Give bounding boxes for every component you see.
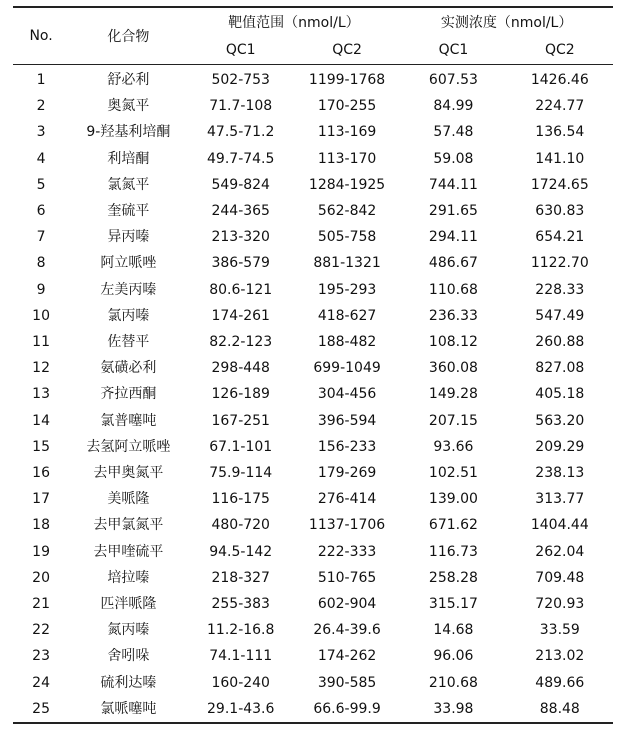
cell-measured-qc1: 294.11 <box>428 229 478 246</box>
cell-target-qc1: 71.7-108 <box>209 98 273 115</box>
cell-compound: 氨磺必利 <box>100 360 157 377</box>
cell-measured-qc1: 84.99 <box>433 98 474 115</box>
cell-measured-qc2: 213.02 <box>535 648 585 665</box>
cell-target-qc2: 602-904 <box>317 596 377 613</box>
header-measured-qc1: QC1 <box>400 36 506 65</box>
cell-measured-qc1: 315.17 <box>428 596 478 613</box>
header-target-qc2: QC2 <box>294 36 400 65</box>
cell-target-qc1: 386-579 <box>211 255 270 272</box>
cell-target-qc1: 218-327 <box>211 569 270 586</box>
cell-target-qc1: 167-251 <box>211 412 270 429</box>
cell-no: 22 <box>32 622 50 639</box>
cell-target-qc2: 179-269 <box>317 465 377 482</box>
cell-measured-qc2: 405.18 <box>535 386 585 403</box>
cell-measured-qc2: 209.29 <box>535 438 585 455</box>
cell-measured-qc1: 139.00 <box>428 491 478 508</box>
cell-measured-qc1: 110.68 <box>428 281 478 298</box>
cell-target-qc2: 113-170 <box>317 150 377 167</box>
cell-no: 15 <box>32 438 50 455</box>
table-row <box>13 277 613 303</box>
cell-measured-qc2: 260.88 <box>535 334 585 351</box>
cell-compound: 美哌隆 <box>107 491 150 508</box>
cell-measured-qc2: 720.93 <box>535 596 585 613</box>
table-row <box>13 617 613 643</box>
cell-target-qc2: 562-842 <box>317 203 377 220</box>
cell-target-qc2: 170-255 <box>317 98 377 115</box>
header-measured-qc2: QC2 <box>507 36 613 65</box>
cell-compound: 齐拉西酮 <box>100 386 157 403</box>
cell-compound: 氮丙嗪 <box>107 622 150 639</box>
cell-measured-qc1: 486.67 <box>428 255 478 272</box>
cell-measured-qc2: 141.10 <box>535 150 585 167</box>
cell-measured-qc2: 1426.46 <box>530 72 589 88</box>
table-row <box>13 93 613 119</box>
cell-compound: 氯哌噻吨 <box>69 696 187 723</box>
table-row <box>13 381 613 407</box>
cell-measured-qc2: 136.54 <box>535 124 585 141</box>
cell-measured-qc1: 360.08 <box>428 360 478 377</box>
cell-no: 17 <box>32 491 50 508</box>
cell-measured-qc2: 709.48 <box>535 569 585 586</box>
cell-compound: 奥氮平 <box>107 98 150 115</box>
cell-target-qc2: 188-482 <box>317 334 377 351</box>
cell-no: 21 <box>32 596 50 613</box>
table-row <box>13 329 613 355</box>
cell-target-qc2: 1137-1706 <box>308 517 386 534</box>
cell-no: 10 <box>32 307 50 324</box>
cell-measured-qc2: 654.21 <box>535 229 585 246</box>
cell-no: 13 <box>32 386 50 403</box>
cell-target-qc2: 1284-1925 <box>308 176 386 193</box>
header-compound: 化合物 <box>69 7 187 65</box>
cell-measured-qc1: 291.65 <box>428 203 478 220</box>
cell-measured-qc2: 827.08 <box>535 360 585 377</box>
cell-no: 12 <box>32 360 50 377</box>
cell-target-qc2: 304-456 <box>317 386 377 403</box>
cell-measured-qc2: 1724.65 <box>530 176 589 193</box>
table-row <box>13 355 613 381</box>
cell-target-qc2: 1199-1768 <box>308 72 386 88</box>
cell-measured-qc1: 210.68 <box>428 674 478 691</box>
cell-no: 11 <box>32 334 50 351</box>
cell-compound: 氯普噻吨 <box>100 412 157 429</box>
cell-target-qc1: 298-448 <box>211 360 270 377</box>
cell-target-qc1: 480-720 <box>211 517 270 534</box>
cell-no: 9 <box>36 281 46 298</box>
cell-target-qc1: 213-320 <box>211 229 270 246</box>
cell-target-qc2: 699-1049 <box>313 360 381 377</box>
cell-target-qc2: 113-169 <box>317 124 377 141</box>
cell-compound: 去甲喹硫平 <box>93 543 164 560</box>
cell-no: 14 <box>32 412 50 429</box>
header-measured-concentration: 实测浓度（nmol/L） <box>400 7 613 36</box>
cell-target-qc1: 174-261 <box>211 307 270 324</box>
cell-target-qc1: 29.1-43.6 <box>188 696 294 723</box>
cell-target-qc1: 82.2-123 <box>209 334 273 351</box>
cell-no: 20 <box>32 569 50 586</box>
table-row <box>13 119 613 145</box>
header-no: No. <box>13 7 69 65</box>
cell-target-qc1: 80.6-121 <box>209 281 273 298</box>
cell-target-qc2: 276-414 <box>317 491 377 508</box>
cell-target-qc2: 26.4-39.6 <box>313 622 381 639</box>
cell-target-qc2: 222-333 <box>317 543 377 560</box>
cell-measured-qc1: 14.68 <box>433 622 474 639</box>
cell-target-qc2: 418-627 <box>317 307 377 324</box>
cell-no: 1 <box>36 72 46 88</box>
cell-target-qc1: 11.2-16.8 <box>207 622 275 639</box>
cell-measured-qc2: 88.48 <box>507 696 613 723</box>
cell-target-qc1: 255-383 <box>211 596 270 613</box>
cell-target-qc2: 66.6-99.9 <box>294 696 400 723</box>
cell-measured-qc2: 489.66 <box>535 674 585 691</box>
table-row <box>13 146 613 172</box>
table-row <box>13 643 613 669</box>
cell-compound: 去氢阿立哌唑 <box>86 438 171 455</box>
cell-target-qc2: 195-293 <box>317 281 377 298</box>
cell-target-qc1: 94.5-142 <box>209 543 273 560</box>
cell-measured-qc2: 1404.44 <box>530 517 589 534</box>
cell-compound: 舒必利 <box>107 72 150 88</box>
cell-measured-qc2: 313.77 <box>535 491 585 508</box>
cell-measured-qc1: 57.48 <box>433 124 474 141</box>
table-row <box>13 408 613 434</box>
table-row <box>13 172 613 198</box>
table-row <box>13 434 613 460</box>
cell-compound: 9-羟基利培酮 <box>86 124 171 141</box>
cell-compound: 硫利达嗪 <box>100 674 157 691</box>
table-row <box>13 696 613 723</box>
cell-measured-qc2: 228.33 <box>535 281 585 298</box>
cell-no: 8 <box>36 255 46 272</box>
cell-target-qc2: 510-765 <box>317 569 377 586</box>
cell-target-qc2: 156-233 <box>317 438 377 455</box>
cell-no: 3 <box>36 124 46 141</box>
cell-compound: 奎硫平 <box>107 203 150 220</box>
cell-no: 19 <box>32 543 50 560</box>
cell-measured-qc2: 33.59 <box>539 622 580 639</box>
cell-target-qc2: 505-758 <box>317 229 377 246</box>
cell-no: 24 <box>32 674 50 691</box>
cell-measured-qc2: 238.13 <box>535 465 585 482</box>
cell-measured-qc1: 607.53 <box>428 72 478 88</box>
cell-measured-qc1: 207.15 <box>428 412 478 429</box>
table-row <box>13 512 613 538</box>
cell-no: 18 <box>32 517 50 534</box>
cell-compound: 左美丙嗪 <box>100 281 157 298</box>
table-row <box>13 486 613 512</box>
cell-compound: 氯氮平 <box>107 176 150 193</box>
cell-measured-qc1: 59.08 <box>433 150 474 167</box>
cell-compound: 匹泮哌隆 <box>100 596 157 613</box>
cell-no: 2 <box>36 98 46 115</box>
cell-measured-qc1: 108.12 <box>428 334 478 351</box>
cell-measured-qc1: 102.51 <box>428 465 478 482</box>
cell-compound: 培拉嗪 <box>107 569 150 586</box>
cell-compound: 阿立哌唑 <box>100 255 157 272</box>
table-row <box>13 224 613 250</box>
cell-target-qc1: 74.1-111 <box>209 648 273 665</box>
cell-measured-qc1: 258.28 <box>428 569 478 586</box>
cell-measured-qc1: 149.28 <box>428 386 478 403</box>
cell-compound: 利培酮 <box>107 150 150 167</box>
cell-measured-qc1: 93.66 <box>433 438 474 455</box>
cell-target-qc2: 396-594 <box>317 412 377 429</box>
header-target-qc1: QC1 <box>188 36 294 65</box>
cell-target-qc1: 75.9-114 <box>209 465 273 482</box>
cell-measured-qc1: 236.33 <box>428 307 478 324</box>
table-row <box>13 460 613 486</box>
cell-no: 25 <box>13 696 69 723</box>
cell-target-qc1: 49.7-74.5 <box>207 150 275 167</box>
cell-target-qc2: 881-1321 <box>313 255 381 272</box>
table-row <box>13 539 613 565</box>
cell-target-qc2: 390-585 <box>317 674 377 691</box>
cell-measured-qc2: 563.20 <box>535 412 585 429</box>
cell-compound: 异丙嗪 <box>107 229 150 246</box>
table-body <box>13 65 613 724</box>
cell-target-qc1: 47.5-71.2 <box>207 124 275 141</box>
cell-compound: 去甲奥氮平 <box>93 465 164 482</box>
cell-target-qc1: 126-189 <box>211 386 270 403</box>
cell-measured-qc2: 1122.70 <box>530 255 589 272</box>
cell-no: 5 <box>36 176 46 193</box>
table-row <box>13 250 613 276</box>
table-row <box>13 65 613 94</box>
header-target-range: 靶值范围（nmol/L） <box>188 7 401 36</box>
cell-target-qc1: 244-365 <box>211 203 270 220</box>
cell-target-qc1: 67.1-101 <box>209 438 273 455</box>
cell-measured-qc1: 33.98 <box>400 696 506 723</box>
cell-target-qc1: 160-240 <box>211 674 270 691</box>
cell-compound: 去甲氯氮平 <box>93 517 164 534</box>
cell-compound: 氯丙嗪 <box>107 307 150 324</box>
cell-no: 4 <box>36 150 46 167</box>
cell-measured-qc1: 96.06 <box>433 648 474 665</box>
table-row <box>13 303 613 329</box>
cell-no: 16 <box>32 465 50 482</box>
cell-no: 7 <box>36 229 46 246</box>
cell-measured-qc1: 744.11 <box>428 176 478 193</box>
cell-target-qc1: 116-175 <box>211 491 270 508</box>
cell-measured-qc2: 224.77 <box>535 98 585 115</box>
cell-compound: 舍吲哚 <box>107 648 150 665</box>
cell-measured-qc1: 116.73 <box>428 543 478 560</box>
table-row <box>13 670 613 696</box>
cell-no: 6 <box>36 203 46 220</box>
cell-target-qc2: 174-262 <box>317 648 377 665</box>
cell-measured-qc2: 262.04 <box>535 543 585 560</box>
cell-measured-qc1: 671.62 <box>428 517 478 534</box>
cell-no: 23 <box>32 648 50 665</box>
table-row <box>13 591 613 617</box>
table-row <box>13 198 613 224</box>
cell-compound: 佐替平 <box>107 334 150 351</box>
cell-measured-qc2: 547.49 <box>535 307 585 324</box>
cell-target-qc1: 502-753 <box>211 72 270 88</box>
cell-target-qc1: 549-824 <box>211 176 270 193</box>
table-row <box>13 565 613 591</box>
qc-results-table <box>13 6 613 724</box>
cell-measured-qc2: 630.83 <box>535 203 585 220</box>
